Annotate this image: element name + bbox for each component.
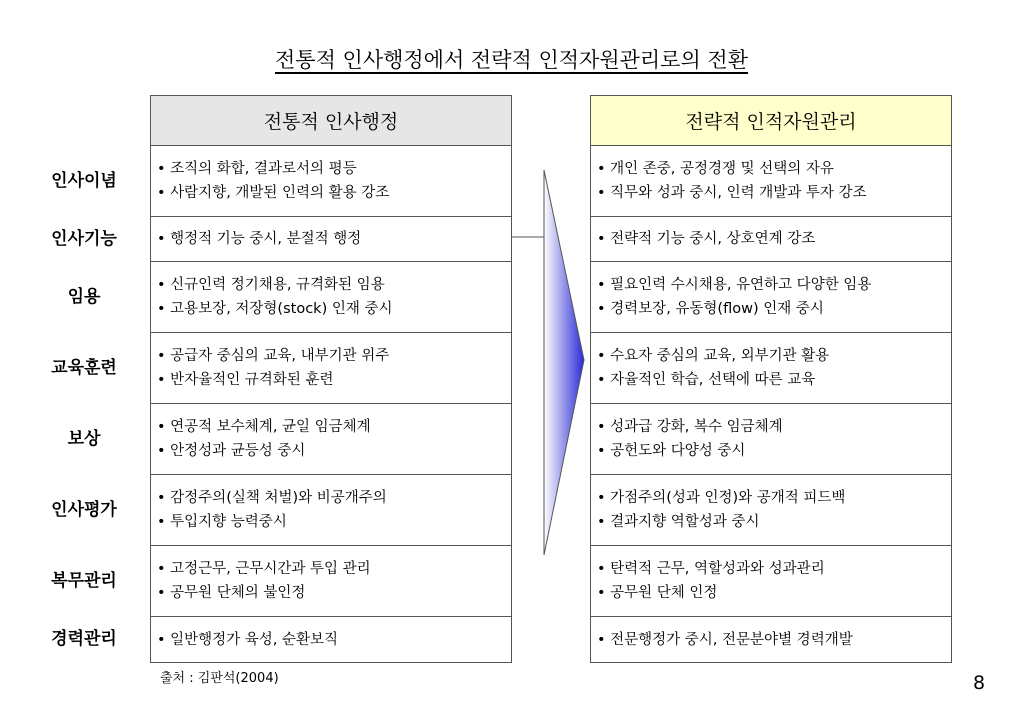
category-label-4: 교육훈련	[51, 357, 117, 378]
category-label-8: 경력관리	[51, 628, 117, 649]
traditional-cell-1	[151, 146, 511, 217]
cell-line: • 성과급 강화, 복수 임금체계	[597, 419, 783, 435]
strategic-cell-7	[591, 546, 951, 617]
traditional-column	[150, 95, 512, 663]
category-label-7: 복무관리	[51, 570, 117, 591]
strategic-cell-3	[591, 262, 951, 333]
category-label-2: 인사기능	[51, 228, 117, 249]
cell-line: • 전략적 기능 중시, 상호연계 강조	[597, 231, 816, 247]
cell-line: • 가점주의(성과 인정)와 공개적 피드백	[597, 490, 846, 506]
cell-line: • 공무원 단체의 불인정	[157, 585, 306, 601]
cell-line: • 개인 존중, 공정경쟁 및 선택의 자유	[597, 161, 834, 177]
cell-line: • 결과지향 역할성과 중시	[597, 514, 760, 530]
strategic-cell-5	[591, 404, 951, 475]
transition-arrow-icon	[512, 160, 590, 560]
cell-line: • 조직의 화합, 결과로서의 평등	[157, 161, 357, 177]
traditional-cell-7	[151, 546, 511, 617]
page-number: 8	[973, 672, 986, 694]
cell-line: • 직무와 성과 중시, 인력 개발과 투자 강조	[597, 185, 867, 201]
category-label-5: 보상	[67, 428, 101, 449]
traditional-cell-8	[151, 617, 511, 662]
cell-line: • 공헌도와 다양성 중시	[597, 443, 746, 459]
cell-line: • 자율적인 학습, 선택에 따른 교육	[597, 372, 816, 388]
cell-line: • 신규인력 정기채용, 규격화된 임용	[157, 277, 385, 293]
category-label-1: 인사이념	[51, 170, 117, 191]
cell-line: • 감정주의(실책 처벌)와 비공개주의	[157, 490, 387, 506]
cell-line: • 필요인력 수시채용, 유연하고 다양한 임용	[597, 277, 872, 293]
traditional-cell-6	[151, 475, 511, 546]
cell-line: • 탄력적 근무, 역할성과와 성과관리	[597, 561, 825, 577]
cell-line: • 경력보장, 유동형(flow) 인재 중시	[597, 301, 824, 317]
cell-line: • 사람지향, 개발된 인력의 활용 강조	[157, 185, 390, 201]
cell-line: • 전문행정가 중시, 전문분야별 경력개발	[597, 631, 853, 648]
cell-line: • 반자율적인 규격화된 훈련	[157, 372, 334, 388]
strategic-column	[590, 95, 952, 663]
cell-line: • 공급자 중심의 교육, 내부기관 위주	[157, 348, 390, 364]
strategic-cell-2	[591, 217, 951, 262]
cell-line: • 고용보장, 저장형(stock) 인재 중시	[157, 301, 393, 317]
cell-line: • 고정근무, 근무시간과 투입 관리	[157, 561, 371, 577]
strategic-header: 전략적 인적자원관리	[591, 96, 951, 146]
traditional-cell-5	[151, 404, 511, 475]
slide-title: 전통적 인사행정에서 전략적 인적자원관리로의 전환	[275, 48, 748, 72]
cell-line: • 투입지향 능력중시	[157, 514, 287, 530]
cell-line: • 공무원 단체 인정	[597, 585, 718, 601]
category-label-3: 임용	[67, 286, 101, 307]
traditional-cell-2	[151, 217, 511, 262]
cell-line: • 수요자 중심의 교육, 외부기관 활용	[597, 348, 830, 364]
category-label-6: 인사평가	[51, 499, 117, 520]
strategic-cell-8	[591, 617, 951, 662]
cell-line: • 안정성과 균등성 중시	[157, 443, 306, 459]
traditional-cell-3	[151, 262, 511, 333]
traditional-header: 전통적 인사행정	[151, 96, 511, 146]
strategic-cell-4	[591, 333, 951, 404]
cell-line: • 연공적 보수체계, 균일 임금체계	[157, 419, 371, 435]
cell-line: • 일반행정가 육성, 순환보직	[157, 631, 339, 648]
strategic-cell-1	[591, 146, 951, 217]
cell-line: • 행정적 기능 중시, 분절적 행정	[157, 231, 362, 247]
source-note: 출처 : 김판석(2004)	[160, 671, 279, 686]
strategic-cell-6	[591, 475, 951, 546]
traditional-cell-4	[151, 333, 511, 404]
